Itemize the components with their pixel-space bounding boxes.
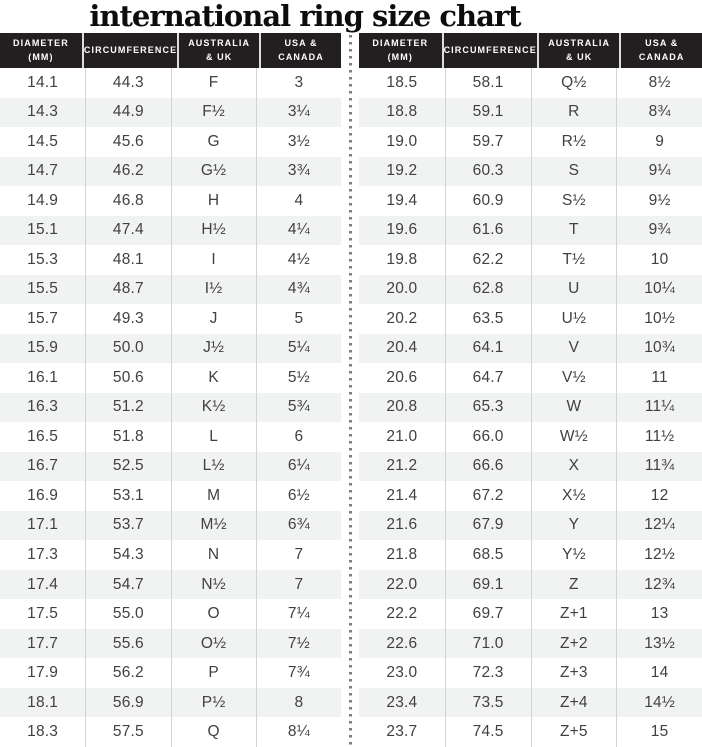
table-row <box>359 658 702 688</box>
cell: 51.8 <box>85 422 170 452</box>
table-row <box>0 304 341 334</box>
cell: 16.3 <box>27 398 59 416</box>
cell: 58.1 <box>445 68 531 98</box>
cell: K <box>171 363 256 393</box>
cell: 20.0 <box>386 280 418 298</box>
cell: H½ <box>171 216 256 246</box>
cell: 65.3 <box>445 393 531 423</box>
cell: 9¼ <box>616 157 702 187</box>
cell: 62.8 <box>445 275 531 305</box>
cell: K½ <box>171 393 256 423</box>
table-row <box>359 245 702 275</box>
cell: 60.9 <box>445 186 531 216</box>
cell: 50.0 <box>85 334 170 364</box>
cell: 7¾ <box>256 658 341 688</box>
cell: 21.6 <box>386 516 418 534</box>
cell: 22.6 <box>386 634 418 652</box>
cell: G½ <box>171 157 256 187</box>
column-header: AUSTRALIA & UK <box>177 33 259 68</box>
cell: 14 <box>616 658 702 688</box>
cell: 19.8 <box>386 250 418 268</box>
table-row <box>0 363 341 393</box>
column-header: USA & CANADA <box>259 33 341 68</box>
cell: 46.2 <box>85 157 170 187</box>
cell: 63.5 <box>445 304 531 334</box>
cell: 69.1 <box>445 570 531 600</box>
cell: 66.0 <box>445 422 531 452</box>
table-row <box>0 98 341 128</box>
cell: 56.9 <box>85 688 170 718</box>
table-row <box>359 334 702 364</box>
size-table-right <box>359 33 702 747</box>
cell: 19.0 <box>386 132 418 150</box>
cell: 18.1 <box>27 693 59 711</box>
cell: 61.6 <box>445 216 531 246</box>
cell: 7 <box>256 570 341 600</box>
cell: 5¾ <box>256 393 341 423</box>
cell: 9 <box>616 127 702 157</box>
cell: 51.2 <box>85 393 170 423</box>
cell: 6¾ <box>256 511 341 541</box>
cell: 21.4 <box>386 486 418 504</box>
table-row <box>359 688 702 718</box>
cell: 62.2 <box>445 245 531 275</box>
cell: 64.1 <box>445 334 531 364</box>
table-row <box>359 68 702 98</box>
cell: T½ <box>531 245 617 275</box>
cell: M <box>171 481 256 511</box>
cell: L½ <box>171 452 256 482</box>
cell: 52.5 <box>85 452 170 482</box>
cell: 20.2 <box>386 309 418 327</box>
cell: P <box>171 658 256 688</box>
cell: 12½ <box>616 540 702 570</box>
cell: 16.1 <box>27 368 59 386</box>
cell: P½ <box>171 688 256 718</box>
table-row <box>0 216 341 246</box>
cell: 20.4 <box>386 339 418 357</box>
cell: 3 <box>256 68 341 98</box>
table-row <box>0 127 341 157</box>
cell: 17.4 <box>27 575 59 593</box>
table-row <box>359 275 702 305</box>
cell: 5 <box>256 304 341 334</box>
table-row <box>359 304 702 334</box>
cell: Z+5 <box>531 717 617 747</box>
cell: 4 <box>256 186 341 216</box>
table-row <box>0 688 341 718</box>
cell: 14.7 <box>27 162 59 180</box>
table-row <box>0 68 341 98</box>
cell: Q½ <box>531 68 617 98</box>
cell: 74.5 <box>445 717 531 747</box>
cell: 16.9 <box>27 486 59 504</box>
cell: X½ <box>531 481 617 511</box>
cell: 19.2 <box>386 162 418 180</box>
cell: 5¼ <box>256 334 341 364</box>
cell: 14½ <box>616 688 702 718</box>
cell: 6 <box>256 422 341 452</box>
dotted-divider <box>341 33 359 747</box>
cell: 21.8 <box>386 546 418 563</box>
cell: 67.9 <box>445 511 531 541</box>
cell: 48.1 <box>85 245 170 275</box>
cell: 14.5 <box>27 132 59 150</box>
table-row <box>0 186 341 216</box>
cell: 73.5 <box>445 688 531 718</box>
cell: 17.9 <box>27 664 59 682</box>
cell: 18.5 <box>386 73 418 91</box>
cell: 14.1 <box>27 73 59 91</box>
cell: 15.7 <box>27 309 59 327</box>
cell: 50.6 <box>85 363 170 393</box>
table-header-row <box>359 33 702 68</box>
column-header: CIRCUMFERENCE <box>442 33 537 68</box>
cell: 10 <box>616 245 702 275</box>
table-row <box>359 599 702 629</box>
column-header: DIAMETER (MM) <box>13 38 69 62</box>
cell: Z+4 <box>531 688 617 718</box>
cell: 23.7 <box>386 723 418 741</box>
cell: M½ <box>171 511 256 541</box>
table-row <box>0 157 341 187</box>
cell: O <box>171 599 256 629</box>
cell: 16.5 <box>27 427 59 445</box>
cell: 16.7 <box>27 457 59 475</box>
cell: 8 <box>256 688 341 718</box>
cell: 68.5 <box>445 540 531 570</box>
cell: 15.5 <box>27 280 59 298</box>
cell: J <box>171 304 256 334</box>
cell: 8½ <box>616 68 702 98</box>
cell: N <box>171 540 256 570</box>
table-header-row <box>0 33 341 68</box>
cell: 57.5 <box>85 717 170 747</box>
table-row <box>0 275 341 305</box>
table-row <box>0 599 341 629</box>
table-row <box>359 157 702 187</box>
table-row <box>0 334 341 364</box>
cell: S <box>531 157 617 187</box>
cell: 10½ <box>616 304 702 334</box>
cell: 3½ <box>256 127 341 157</box>
cell: 15 <box>616 717 702 747</box>
cell: 3¾ <box>256 157 341 187</box>
cell: 7½ <box>256 629 341 659</box>
cell: W <box>531 393 617 423</box>
cell: 10¼ <box>616 275 702 305</box>
page-title: international ring size chart <box>89 0 521 33</box>
table-row <box>359 98 702 128</box>
table-row <box>0 540 341 570</box>
table-row <box>359 422 702 452</box>
cell: 11¼ <box>616 393 702 423</box>
table-row <box>0 452 341 482</box>
cell: 9½ <box>616 186 702 216</box>
cell: Z+3 <box>531 658 617 688</box>
cell: 8¾ <box>616 98 702 128</box>
cell: O½ <box>171 629 256 659</box>
cell: 17.1 <box>27 516 59 534</box>
cell: T <box>531 216 617 246</box>
table-row <box>359 717 702 747</box>
table-row <box>359 511 702 541</box>
cell: 19.4 <box>386 191 418 209</box>
cell: 22.0 <box>386 575 418 593</box>
cell: 7¼ <box>256 599 341 629</box>
table-row <box>0 658 341 688</box>
cell: Z <box>531 570 617 600</box>
cell: 12¾ <box>616 570 702 600</box>
cell: 14.3 <box>27 103 59 121</box>
cell: Q <box>171 717 256 747</box>
cell: 22.2 <box>386 605 418 623</box>
cell: Z+2 <box>531 629 617 659</box>
cell: L <box>171 422 256 452</box>
cell: I½ <box>171 275 256 305</box>
cell: R <box>531 98 617 128</box>
cell: 10¾ <box>616 334 702 364</box>
cell: 21.0 <box>386 427 418 445</box>
cell: 46.8 <box>85 186 170 216</box>
cell: 59.7 <box>445 127 531 157</box>
column-header: USA & CANADA <box>619 33 702 68</box>
cell: 54.3 <box>85 540 170 570</box>
cell: Y <box>531 511 617 541</box>
cell: 13 <box>616 599 702 629</box>
cell: 56.2 <box>85 658 170 688</box>
cell: 64.7 <box>445 363 531 393</box>
table-row <box>0 245 341 275</box>
cell: I <box>171 245 256 275</box>
table-row <box>0 481 341 511</box>
cell: 7 <box>256 540 341 570</box>
cell: W½ <box>531 422 617 452</box>
cell: 48.7 <box>85 275 170 305</box>
table-row <box>359 452 702 482</box>
cell: V <box>531 334 617 364</box>
table-row <box>359 540 702 570</box>
cell: 5½ <box>256 363 341 393</box>
table-row <box>0 511 341 541</box>
table-row <box>0 422 341 452</box>
cell: 13½ <box>616 629 702 659</box>
cell: Z+1 <box>531 599 617 629</box>
cell: Y½ <box>531 540 617 570</box>
cell: 18.3 <box>27 723 59 741</box>
table-row <box>359 481 702 511</box>
cell: 17.5 <box>27 605 59 623</box>
cell: 20.8 <box>386 398 418 416</box>
cell: 69.7 <box>445 599 531 629</box>
table-row <box>0 629 341 659</box>
cell: 6½ <box>256 481 341 511</box>
cell: 6¼ <box>256 452 341 482</box>
table-row <box>0 717 341 747</box>
tables-area <box>0 33 702 747</box>
cell: 11 <box>616 363 702 393</box>
cell: 59.1 <box>445 98 531 128</box>
column-header: AUSTRALIA & UK <box>537 33 620 68</box>
cell: 44.3 <box>85 68 170 98</box>
table-row <box>359 570 702 600</box>
cell: 23.0 <box>386 664 418 682</box>
cell: 3¼ <box>256 98 341 128</box>
cell: 17.7 <box>27 634 59 652</box>
cell: H <box>171 186 256 216</box>
cell: F½ <box>171 98 256 128</box>
cell: F <box>171 68 256 98</box>
cell: 45.6 <box>85 127 170 157</box>
cell: 19.6 <box>386 221 418 239</box>
cell: 11½ <box>616 422 702 452</box>
cell: 67.2 <box>445 481 531 511</box>
cell: 15.3 <box>27 250 59 268</box>
cell: 8¼ <box>256 717 341 747</box>
cell: S½ <box>531 186 617 216</box>
table-row <box>0 570 341 600</box>
cell: 55.0 <box>85 599 170 629</box>
table-row <box>359 629 702 659</box>
cell: 11¾ <box>616 452 702 482</box>
cell: 4¾ <box>256 275 341 305</box>
cell: 44.9 <box>85 98 170 128</box>
cell: N½ <box>171 570 256 600</box>
cell: 49.3 <box>85 304 170 334</box>
table-row <box>359 393 702 423</box>
cell: 15.9 <box>27 339 59 357</box>
cell: 72.3 <box>445 658 531 688</box>
table-row <box>359 127 702 157</box>
cell: V½ <box>531 363 617 393</box>
table-row <box>359 363 702 393</box>
cell: 12¼ <box>616 511 702 541</box>
cell: 18.8 <box>386 103 418 121</box>
cell: 9¾ <box>616 216 702 246</box>
cell: 21.2 <box>386 457 418 475</box>
cell: 66.6 <box>445 452 531 482</box>
cell: 4½ <box>256 245 341 275</box>
column-header: CIRCUMFERENCE <box>82 33 177 68</box>
cell: 4¼ <box>256 216 341 246</box>
cell: 14.9 <box>27 191 59 209</box>
table-row <box>359 186 702 216</box>
cell: 54.7 <box>85 570 170 600</box>
cell: U <box>531 275 617 305</box>
cell: 55.6 <box>85 629 170 659</box>
cell: 53.1 <box>85 481 170 511</box>
table-row <box>359 216 702 246</box>
cell: G <box>171 127 256 157</box>
size-table-left <box>0 33 341 747</box>
cell: 15.1 <box>27 221 59 239</box>
cell: 71.0 <box>445 629 531 659</box>
cell: X <box>531 452 617 482</box>
cell: 23.4 <box>386 693 418 711</box>
cell: J½ <box>171 334 256 364</box>
column-header: DIAMETER (MM) <box>372 38 429 62</box>
cell: R½ <box>531 127 617 157</box>
table-row <box>0 393 341 423</box>
cell: 53.7 <box>85 511 170 541</box>
cell: 20.6 <box>386 368 418 386</box>
cell: 60.3 <box>445 157 531 187</box>
cell: 17.3 <box>27 546 59 563</box>
cell: U½ <box>531 304 617 334</box>
cell: 12 <box>616 481 702 511</box>
cell: 47.4 <box>85 216 170 246</box>
